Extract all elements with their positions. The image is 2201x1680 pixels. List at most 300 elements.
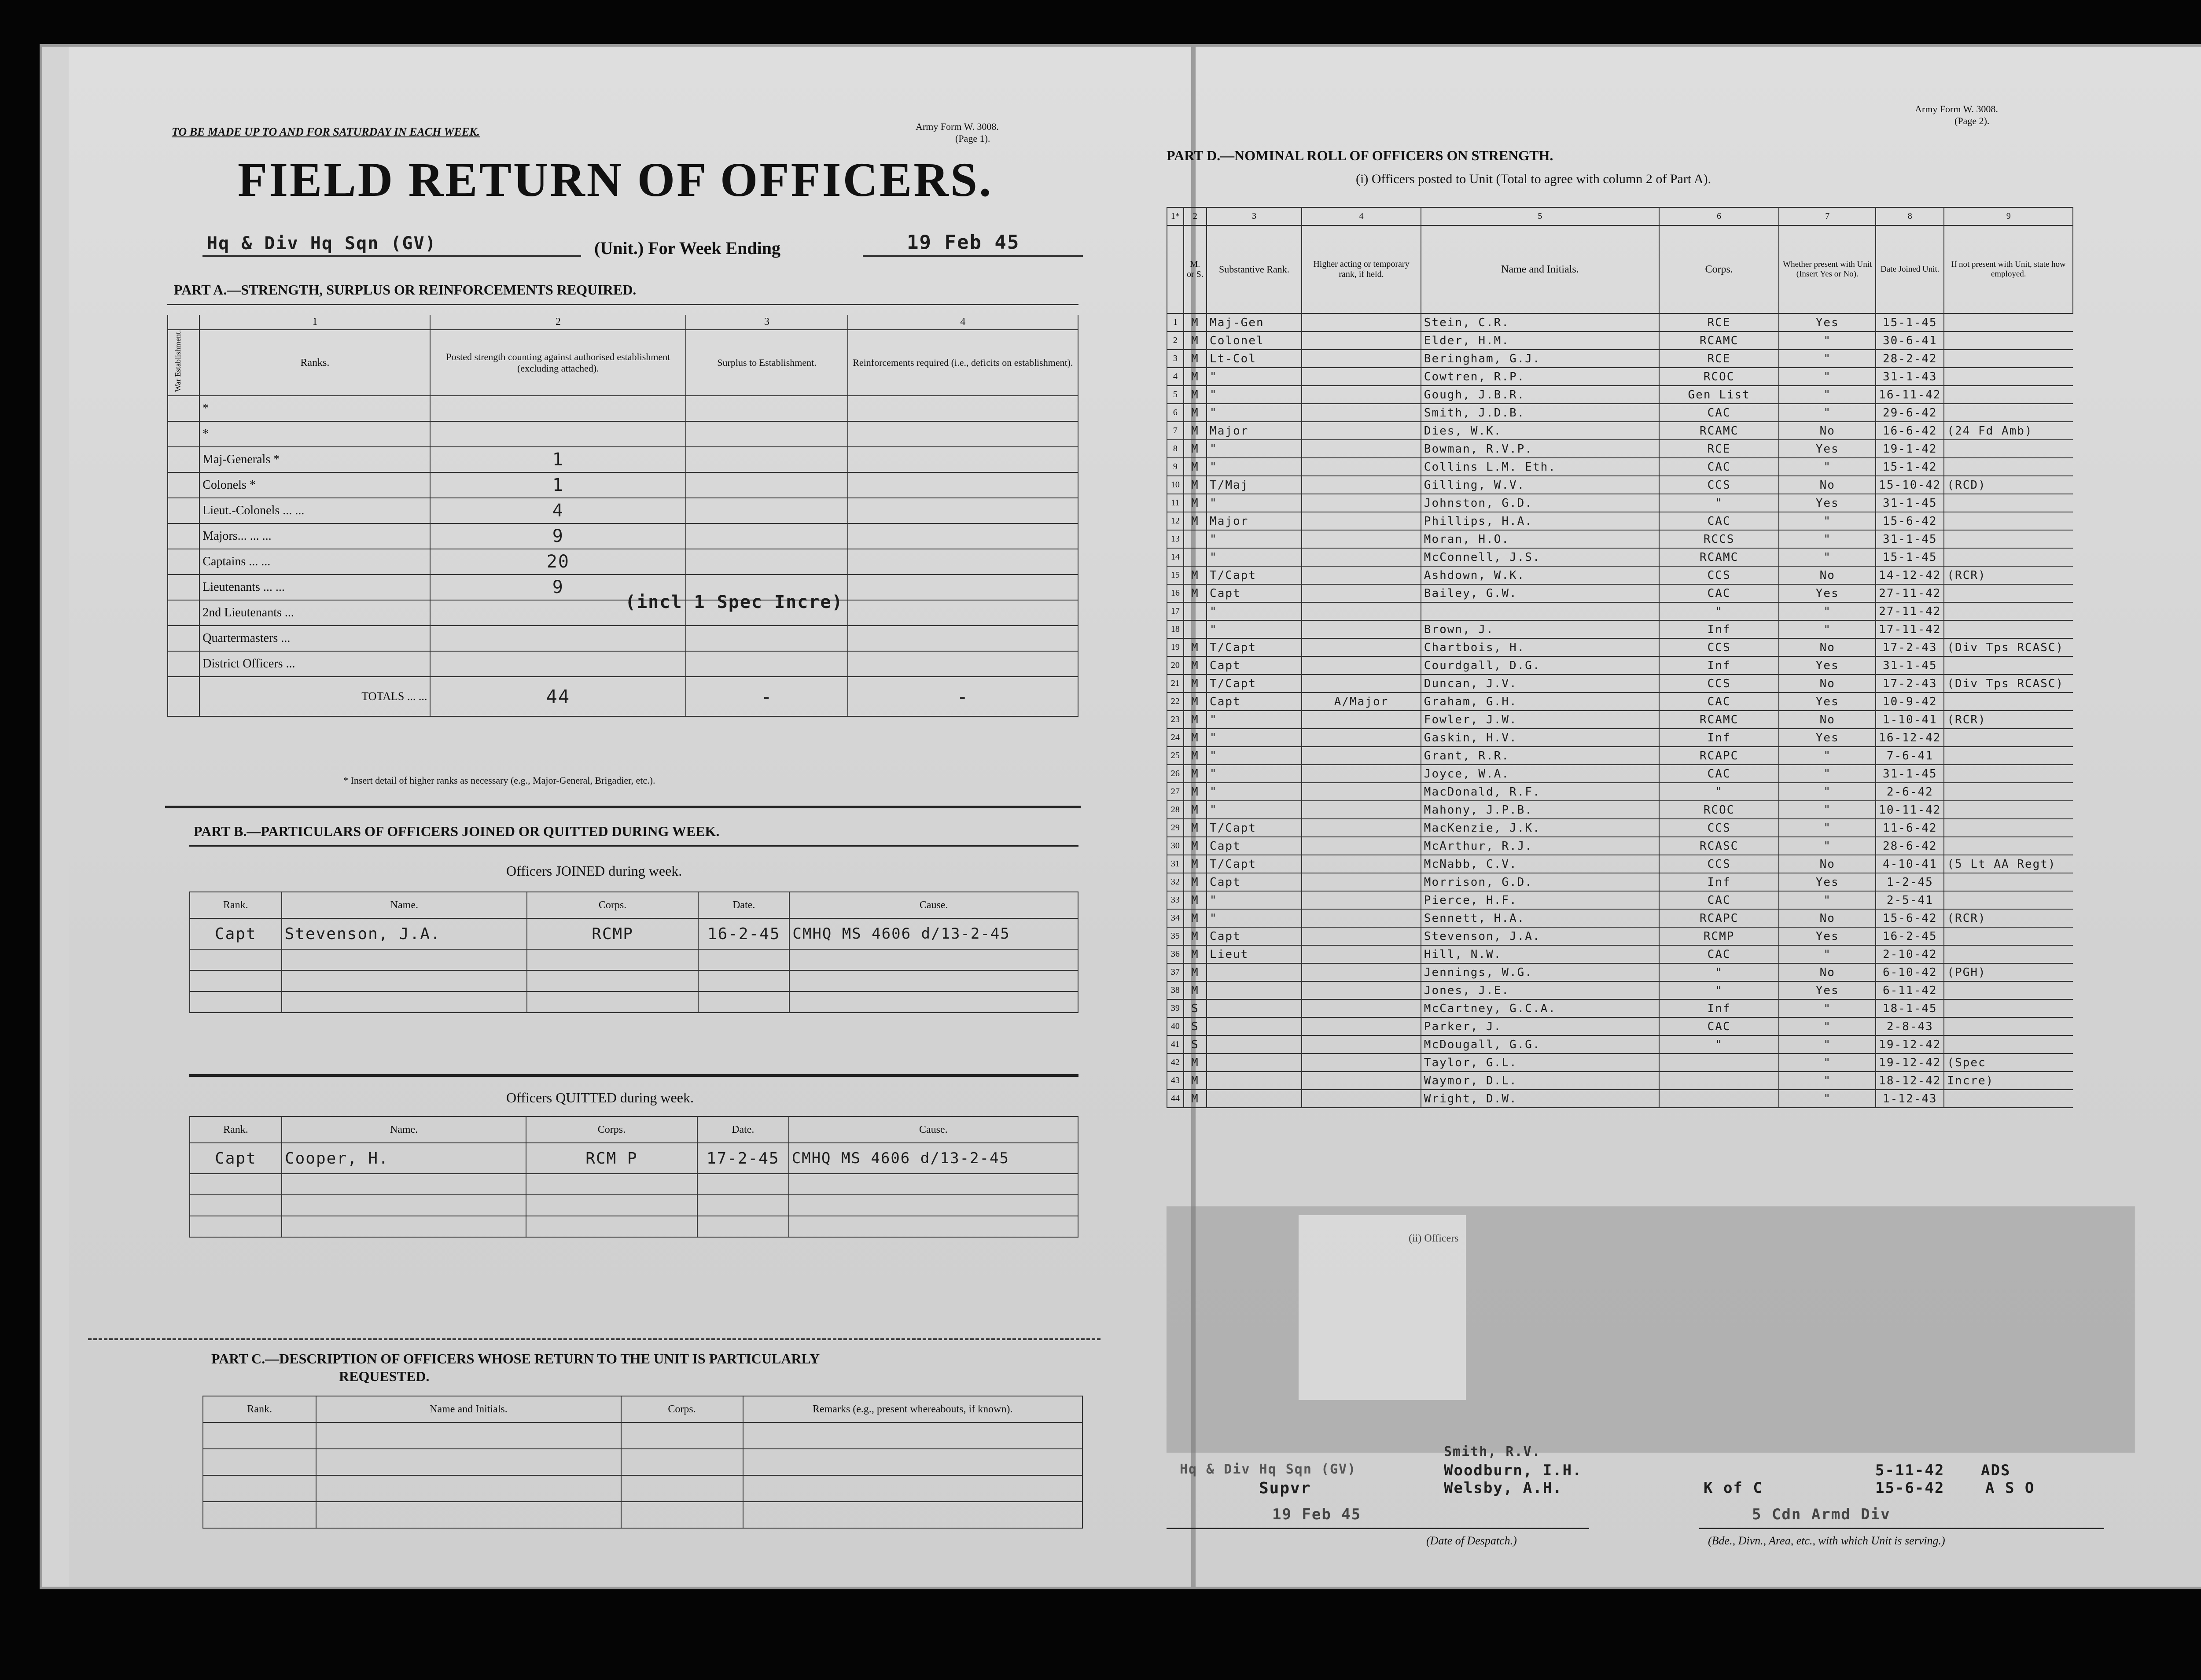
higher-rank [1302, 313, 1421, 332]
employment-remark: (Div Tps RCASC) [1944, 638, 2073, 656]
ms-code: M [1184, 422, 1207, 440]
officer-name: Beringham, G.J. [1421, 350, 1659, 368]
ms-code: M [1184, 909, 1207, 927]
higher-rank [1302, 999, 1421, 1017]
roll-row [1167, 476, 2073, 494]
ms-code: M [1184, 963, 1207, 981]
col-num: 2 [430, 315, 686, 330]
rank-label: 2nd Lieutenants ... [199, 600, 430, 626]
date-joined: 7-6-41 [1876, 747, 1944, 765]
row-number: 23 [1167, 711, 1184, 729]
substantive-rank: Lieut [1207, 945, 1302, 963]
date-joined: 10-11-42 [1876, 801, 1944, 819]
officer-name: Courdgall, D.G. [1421, 656, 1659, 674]
row-number: 36 [1167, 945, 1184, 963]
substantive-rank: Major [1207, 422, 1302, 440]
corps: CAC [1659, 945, 1779, 963]
corps: Inf [1659, 656, 1779, 674]
employment-remark [1944, 620, 2073, 638]
corps: RCAMC [1659, 422, 1779, 440]
officer-name: Grant, R.R. [1421, 747, 1659, 765]
present-flag: " [1779, 1072, 1876, 1090]
higher-rank [1302, 656, 1421, 674]
substantive-rank [1207, 981, 1302, 999]
officer-name: MacDonald, R.F. [1421, 783, 1659, 801]
corps: CCS [1659, 819, 1779, 837]
substantive-rank: T/Capt [1207, 674, 1302, 693]
row-number: 18 [1167, 620, 1184, 638]
officer-name: Gaskin, H.V. [1421, 729, 1659, 747]
row-number: 1 [1167, 313, 1184, 332]
higher-rank [1302, 1090, 1421, 1108]
corps: RCE [1659, 350, 1779, 368]
substantive-rank: " [1207, 765, 1302, 783]
extra-name-2: Woodburn, I.H. [1444, 1462, 1583, 1479]
present-flag: " [1779, 837, 1876, 855]
officer-name: Dies, W.K. [1421, 422, 1659, 440]
rank-row [168, 523, 1078, 549]
corps: RCMP [1659, 927, 1779, 945]
roll-row [1167, 566, 2073, 584]
present-flag: " [1779, 602, 1876, 620]
present-flag: " [1779, 404, 1876, 422]
ms-code: M [1184, 891, 1207, 909]
higher-rank [1302, 620, 1421, 638]
present-flag: " [1779, 1090, 1876, 1108]
row-number: 15 [1167, 566, 1184, 584]
roll-row [1167, 313, 2073, 332]
present-flag: " [1779, 945, 1876, 963]
higher-rank [1302, 494, 1421, 512]
date-joined: 16-11-42 [1876, 386, 1944, 404]
row-number: 22 [1167, 693, 1184, 711]
substantive-rank: Major [1207, 512, 1302, 530]
rank-row [168, 498, 1078, 523]
part-d-heading: PART D.—NOMINAL ROLL OF OFFICERS ON STRENGTH. [1167, 147, 1553, 163]
row-number: 28 [1167, 801, 1184, 819]
roll-row [1167, 332, 2073, 350]
total-posted: 44 [430, 677, 686, 716]
rank-label: Majors... ... ... [199, 523, 430, 549]
ms-code: M [1184, 693, 1207, 711]
ms-code: M [1184, 873, 1207, 891]
corps: Inf [1659, 999, 1779, 1017]
quitted-rank: Capt [190, 1143, 282, 1174]
substantive-rank [1207, 1035, 1302, 1054]
date-joined: 16-6-42 [1876, 422, 1944, 440]
corps: CAC [1659, 584, 1779, 602]
date-joined: 15-6-42 [1876, 909, 1944, 927]
ms-code: S [1184, 1017, 1207, 1035]
higher-rank [1302, 1072, 1421, 1090]
corps: RCE [1659, 440, 1779, 458]
week-note: TO BE MADE UP TO AND FOR SATURDAY IN EACH WEEK. [172, 125, 480, 138]
extra-date-3: 15-6-42 [1875, 1479, 1945, 1497]
rank-label: Maj-Generals * [199, 447, 430, 472]
despatch-date: 19 Feb 45 [1272, 1506, 1362, 1523]
officer-name: Mahony, J.P.B. [1421, 801, 1659, 819]
corps: CAC [1659, 458, 1779, 476]
roll-row [1167, 783, 2073, 801]
ms-code [1184, 602, 1207, 620]
unit-label: (Unit.) For Week Ending [594, 238, 781, 258]
officer-name: Jennings, W.G. [1421, 963, 1659, 981]
employment-remark [1944, 729, 2073, 747]
date-joined: 31-1-43 [1876, 368, 1944, 386]
present-flag: Yes [1779, 981, 1876, 999]
corps: RCAPC [1659, 909, 1779, 927]
th-corps: Corps. [526, 1116, 697, 1143]
substantive-rank [1207, 1054, 1302, 1072]
corps: " [1659, 981, 1779, 999]
employment-remark [1944, 458, 2073, 476]
employment-remark: (RCR) [1944, 711, 2073, 729]
roll-row [1167, 927, 2073, 945]
army-form-label: Army Form W. 3008. [916, 121, 999, 132]
roll-row [1167, 819, 2073, 837]
date-joined: 29-6-42 [1876, 404, 1944, 422]
roll-row [1167, 1072, 2073, 1090]
higher-rank [1302, 386, 1421, 404]
roll-row [1167, 963, 2073, 981]
present-flag: " [1779, 386, 1876, 404]
row-number: 39 [1167, 999, 1184, 1017]
corps: RCCS [1659, 530, 1779, 548]
employment-remark [1944, 981, 2073, 999]
roll-row [1167, 693, 2073, 711]
employment-remark [1944, 440, 2073, 458]
row-number: 31 [1167, 855, 1184, 873]
part-a-footnote: * Insert detail of higher ranks as necessary (e.g., Major-General, Brigadier, etc.). [343, 775, 655, 786]
employment-remark: (5 Lt AA Regt) [1944, 855, 2073, 873]
row-number: 13 [1167, 530, 1184, 548]
roll-row [1167, 999, 2073, 1017]
part-c-table [202, 1396, 1083, 1529]
page-number-2: (Page 2). [1954, 115, 1990, 126]
officer-name: Jones, J.E. [1421, 981, 1659, 999]
higher-rank [1302, 747, 1421, 765]
substantive-rank: Capt [1207, 656, 1302, 674]
present-flag: " [1779, 620, 1876, 638]
officer-name: Collins L.M. Eth. [1421, 458, 1659, 476]
corps: RCAMC [1659, 548, 1779, 566]
header-ranks: Ranks. [199, 330, 430, 396]
higher-rank [1302, 512, 1421, 530]
officer-name: Stevenson, J.A. [1421, 927, 1659, 945]
higher-rank [1302, 440, 1421, 458]
roll-row [1167, 404, 2073, 422]
officer-name: Parker, J. [1421, 1017, 1659, 1035]
present-flag: " [1779, 350, 1876, 368]
substantive-rank: Colonel [1207, 332, 1302, 350]
substantive-rank: " [1207, 711, 1302, 729]
row-number: 14 [1167, 548, 1184, 566]
roll-row [1167, 440, 2073, 458]
date-joined: 6-11-42 [1876, 981, 1944, 999]
employment-remark: (RCR) [1944, 566, 2073, 584]
officer-name: Pierce, H.F. [1421, 891, 1659, 909]
substantive-rank: T/Maj [1207, 476, 1302, 494]
present-flag: Yes [1779, 584, 1876, 602]
higher-rank [1302, 674, 1421, 693]
present-flag: " [1779, 530, 1876, 548]
officer-name: Fowler, J.W. [1421, 711, 1659, 729]
totals-label: TOTALS ... ... [199, 677, 430, 716]
col-num: 1 [199, 315, 430, 330]
posted-strength: 9 [430, 523, 686, 549]
th-date: Date. [697, 1116, 789, 1143]
higher-rank [1302, 945, 1421, 963]
date-joined: 15-1-42 [1876, 458, 1944, 476]
roll-row [1167, 512, 2073, 530]
corps: " [1659, 963, 1779, 981]
ms-code: M [1184, 584, 1207, 602]
date-joined: 2-8-43 [1876, 1017, 1944, 1035]
present-flag: " [1779, 1054, 1876, 1072]
week-ending-date: 19 Feb 45 [907, 231, 1020, 254]
officer-name: McArthur, R.J. [1421, 837, 1659, 855]
ms-code: M [1184, 476, 1207, 494]
ms-code: M [1184, 981, 1207, 999]
ms-code: M [1184, 368, 1207, 386]
employment-remark [1944, 945, 2073, 963]
ms-code: M [1184, 801, 1207, 819]
substantive-rank: " [1207, 602, 1302, 620]
row-number: 20 [1167, 656, 1184, 674]
ms-code: M [1184, 458, 1207, 476]
substantive-rank: Capt [1207, 837, 1302, 855]
present-flag: Yes [1779, 494, 1876, 512]
roll-row [1167, 368, 2073, 386]
corps [1659, 1072, 1779, 1090]
row-number: 29 [1167, 819, 1184, 837]
corps: CAC [1659, 512, 1779, 530]
row-number: 40 [1167, 1017, 1184, 1035]
header-date-joined: Date Joined Unit. [1876, 225, 1944, 313]
higher-rank [1302, 729, 1421, 747]
roll-row [1167, 981, 2073, 999]
officer-name [1421, 602, 1659, 620]
employment-remark [1944, 873, 2073, 891]
corps: Inf [1659, 873, 1779, 891]
row-number: 37 [1167, 963, 1184, 981]
officer-name: Johnston, G.D. [1421, 494, 1659, 512]
date-joined: 1-12-43 [1876, 1090, 1944, 1108]
row-number: 30 [1167, 837, 1184, 855]
substantive-rank: T/Capt [1207, 819, 1302, 837]
higher-rank [1302, 332, 1421, 350]
corps: CAC [1659, 693, 1779, 711]
part-c-heading-2: REQUESTED. [339, 1368, 430, 1384]
part-c-heading: PART C.—DESCRIPTION OF OFFICERS WHOSE RETURN TO THE UNIT IS PARTICULARLY [211, 1351, 820, 1367]
quitted-heading: Officers QUITTED during week. [506, 1090, 694, 1105]
substantive-rank: T/Capt [1207, 638, 1302, 656]
row-number: 3 [1167, 350, 1184, 368]
row-number: 9 [1167, 458, 1184, 476]
corps: CCS [1659, 674, 1779, 693]
substantive-rank: " [1207, 801, 1302, 819]
officer-name: Bailey, G.W. [1421, 584, 1659, 602]
corps: Inf [1659, 620, 1779, 638]
higher-rank [1302, 530, 1421, 548]
roll-row [1167, 584, 2073, 602]
employment-remark [1944, 891, 2073, 909]
army-form-label-2: Army Form W. 3008. [1915, 103, 1998, 114]
date-joined: 31-1-45 [1876, 530, 1944, 548]
higher-rank [1302, 801, 1421, 819]
corps: " [1659, 1035, 1779, 1054]
officer-name: Graham, G.H. [1421, 693, 1659, 711]
employment-remark: Incre) [1944, 1072, 2073, 1090]
joined-corps: RCMP [527, 918, 698, 949]
roll-row [1167, 711, 2073, 729]
date-joined: 6-10-42 [1876, 963, 1944, 981]
posted-strength: 1 [430, 447, 686, 472]
posted-strength: 20 [430, 549, 686, 575]
roll-row [1167, 620, 2073, 638]
substantive-rank: Capt [1207, 584, 1302, 602]
header-surplus: Surplus to Establishment. [686, 330, 847, 396]
substantive-rank: Capt [1207, 693, 1302, 711]
quitted-cause: CMHQ MS 4606 d/13-2-45 [789, 1143, 1078, 1174]
substantive-rank: " [1207, 747, 1302, 765]
corps: CCS [1659, 566, 1779, 584]
corps: RCOC [1659, 801, 1779, 819]
substantive-rank: " [1207, 368, 1302, 386]
roll-row [1167, 530, 2073, 548]
posted-strength [430, 396, 686, 421]
rank-label: Lieut.-Colonels ... ... [199, 498, 430, 523]
substantive-rank: " [1207, 530, 1302, 548]
officer-name: McNabb, C.V. [1421, 855, 1659, 873]
date-joined: 30-6-41 [1876, 332, 1944, 350]
present-flag: " [1779, 1035, 1876, 1054]
th-corps: Corps. [621, 1396, 743, 1422]
roll-row [1167, 674, 2073, 693]
present-flag: No [1779, 855, 1876, 873]
substantive-rank: " [1207, 729, 1302, 747]
employment-remark [1944, 548, 2073, 566]
header-reinforcements: Reinforcements required (i.e., deficits on establishment). [848, 330, 1078, 396]
corps: CCS [1659, 476, 1779, 494]
col-num: 3 [1207, 207, 1302, 225]
rank-label: Colonels * [199, 472, 430, 498]
ms-code: M [1184, 819, 1207, 837]
posted-strength [430, 421, 686, 447]
ms-code: M [1184, 927, 1207, 945]
row-number: 21 [1167, 674, 1184, 693]
date-joined: 18-12-42 [1876, 1072, 1944, 1090]
officer-name: Duncan, J.V. [1421, 674, 1659, 693]
date-joined: 2-6-42 [1876, 783, 1944, 801]
officer-name: MacKenzie, J.K. [1421, 819, 1659, 837]
roll-row [1167, 801, 2073, 819]
date-joined: 10-9-42 [1876, 693, 1944, 711]
corps: RCAMC [1659, 711, 1779, 729]
date-joined: 17-2-43 [1876, 638, 1944, 656]
ms-code: M [1184, 512, 1207, 530]
rank-label: * [199, 421, 430, 447]
header-higher-rank: Higher acting or temporary rank, if held. [1302, 225, 1421, 313]
corps: " [1659, 494, 1779, 512]
officer-name: McDougall, G.G. [1421, 1035, 1659, 1054]
employment-remark [1944, 512, 2073, 530]
row-number: 24 [1167, 729, 1184, 747]
higher-rank [1302, 963, 1421, 981]
ms-code: M [1184, 765, 1207, 783]
substantive-rank [1207, 1072, 1302, 1090]
th-cause: Cause. [789, 1116, 1078, 1143]
employment-remark [1944, 350, 2073, 368]
lieut-note: (incl 1 Spec Incre) [625, 592, 843, 612]
date-joined: 18-1-45 [1876, 999, 1944, 1017]
substantive-rank: Capt [1207, 873, 1302, 891]
date-joined: 16-12-42 [1876, 729, 1944, 747]
row-number: 32 [1167, 873, 1184, 891]
th-name: Name. [282, 1116, 526, 1143]
corps: Inf [1659, 729, 1779, 747]
rank-row [168, 626, 1078, 651]
ms-code: M [1184, 945, 1207, 963]
corps: RCASC [1659, 837, 1779, 855]
date-joined: 27-11-42 [1876, 602, 1944, 620]
row-number: 2 [1167, 332, 1184, 350]
present-flag: Yes [1779, 693, 1876, 711]
corps [1659, 1090, 1779, 1108]
row-number: 5 [1167, 386, 1184, 404]
present-flag: " [1779, 512, 1876, 530]
employment-remark [1944, 584, 2073, 602]
present-flag: No [1779, 711, 1876, 729]
roll-row [1167, 873, 2073, 891]
form-title: FIELD RETURN OF OFFICERS. [238, 153, 993, 206]
ms-code: M [1184, 494, 1207, 512]
higher-rank [1302, 711, 1421, 729]
ms-code: M [1184, 729, 1207, 747]
ms-code: M [1184, 674, 1207, 693]
th-name: Name. [282, 892, 527, 918]
higher-rank [1302, 783, 1421, 801]
joined-date: 16-2-45 [698, 918, 789, 949]
substantive-rank: T/Capt [1207, 855, 1302, 873]
higher-rank [1302, 422, 1421, 440]
ms-code: S [1184, 999, 1207, 1017]
substantive-rank: " [1207, 620, 1302, 638]
row-number: 42 [1167, 1054, 1184, 1072]
roll-row [1167, 747, 2073, 765]
ms-code: M [1184, 404, 1207, 422]
quitted-corps: RCM P [526, 1143, 697, 1174]
date-joined: 15-10-42 [1876, 476, 1944, 494]
higher-rank [1302, 927, 1421, 945]
present-flag: Yes [1779, 729, 1876, 747]
header-ms: M. or S. [1184, 225, 1207, 313]
total-reinforcements: - [848, 677, 1078, 716]
roll-row [1167, 1090, 2073, 1108]
col-num: 9 [1944, 207, 2073, 225]
ms-code [1184, 530, 1207, 548]
col-num: 8 [1876, 207, 1944, 225]
officer-name: McConnell, J.S. [1421, 548, 1659, 566]
officer-name: Ashdown, W.K. [1421, 566, 1659, 584]
officer-name: Elder, H.M. [1421, 332, 1659, 350]
ms-code: M [1184, 747, 1207, 765]
employment-remark: (RCD) [1944, 476, 2073, 494]
substantive-rank: T/Capt [1207, 566, 1302, 584]
rank-row [168, 447, 1078, 472]
higher-rank [1302, 638, 1421, 656]
employment-remark [1944, 1090, 2073, 1108]
